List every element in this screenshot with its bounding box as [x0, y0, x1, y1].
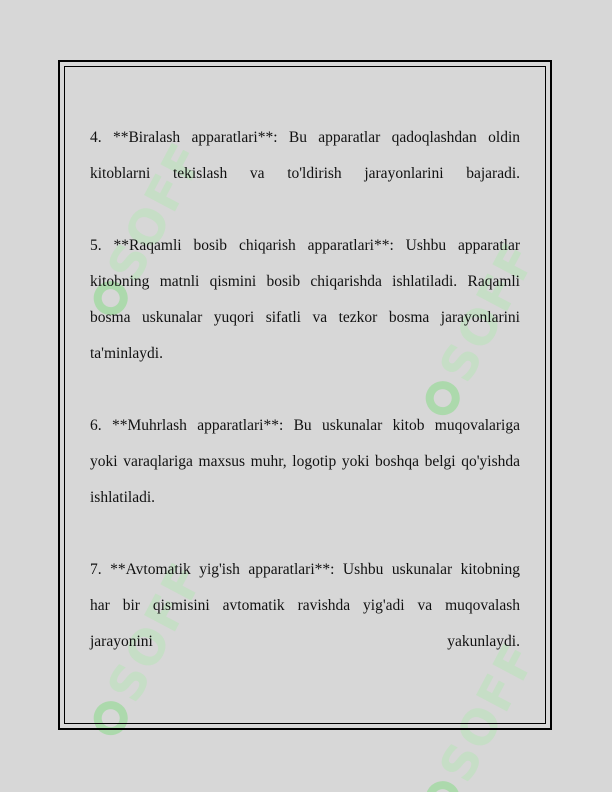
text-line: 7. **Avtomatik yig'ish apparatlari**: Ushbu uskunalar kitobning: [90, 561, 520, 578]
watermark-logo: SOFF: [78, 133, 216, 326]
text-line: kitobning matnli qismini bosib chiqarishda ishlatiladi. Raqamli: [90, 273, 520, 290]
paragraph: [90, 120, 520, 192]
text-line: 5. **Raqamli bosib chiqarish apparatlari**: Ushbu apparatlar: [90, 237, 520, 254]
text-line: ishlatiladi.: [90, 489, 156, 506]
text-line: har bir qismisini avtomatik ravishda yig'adi va muqovalash: [90, 597, 520, 614]
text-line: yoki varaqlariga maxsus muhr, logotip yoki boshqa belgi qo'yishda: [90, 453, 520, 470]
text-line: jarayonini yakunlaydi.: [90, 633, 520, 650]
watermark-logo: SOFF: [410, 633, 548, 792]
text-line: 4. **Biralash apparatlari**: Bu apparatlar qadoqlashdan oldin: [90, 129, 520, 146]
watermark-logo: SOFF: [410, 233, 548, 426]
watermark-mark-icon: [420, 775, 466, 792]
watermark-logo: SOFF: [78, 553, 216, 746]
document-body: [90, 120, 520, 660]
text-line: kitoblarni tekislash va to'ldirish jarayonlarini bajaradi.: [90, 165, 520, 182]
text-line: bosma uskunalar yuqori sifatli va tezkor bosma jarayonlarini: [90, 309, 520, 326]
paragraph: [90, 552, 520, 660]
paragraph: [90, 228, 520, 372]
text-line: 6. **Muhrlash apparatlari**: Bu uskunalar kitob muqovalariga: [90, 417, 520, 434]
paragraph: [90, 408, 520, 516]
text-line: ta'minlaydi.: [90, 345, 163, 362]
